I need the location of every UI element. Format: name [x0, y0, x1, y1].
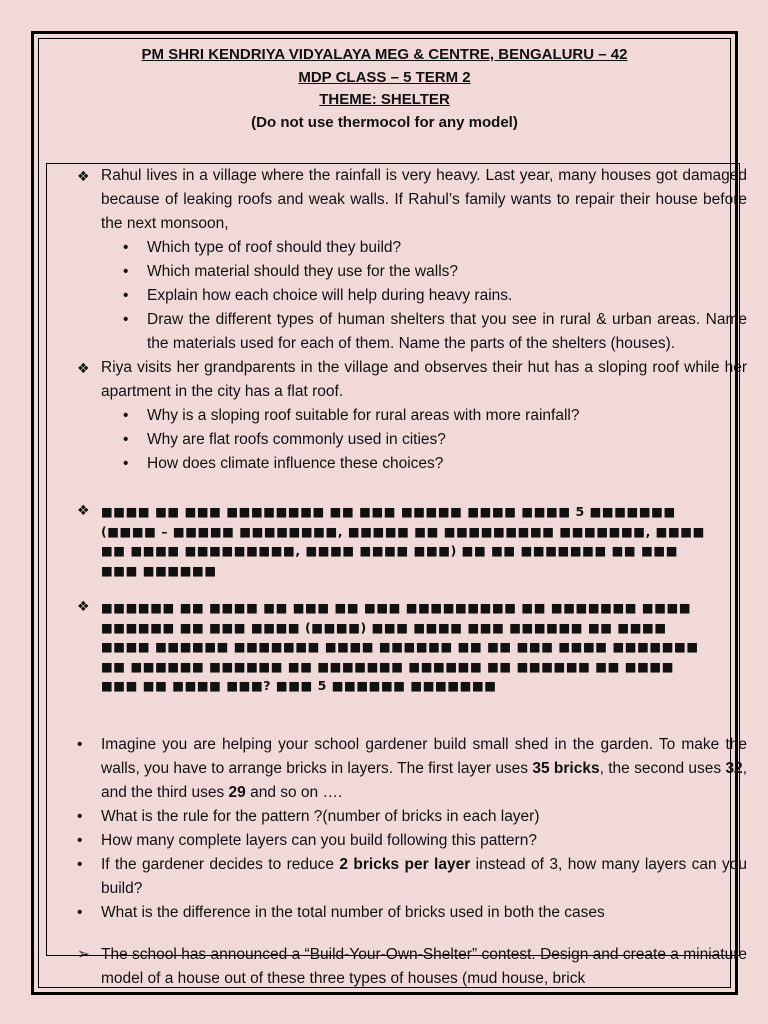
list-item: • If the gardener decides to reduce 2 bricks per layer instead of 3, how many layers can you build?	[47, 853, 747, 901]
document-header	[38, 44, 731, 134]
bullet-icon: •	[123, 263, 129, 280]
question-rahul	[47, 164, 747, 236]
list-item: • How many complete layers can you build following this pattern?	[47, 829, 747, 853]
diamond-bullet-icon: ❖	[77, 360, 90, 376]
list-item: • Explain how each choice will help during heavy rains.	[47, 284, 747, 308]
list-item: • Why is a sloping roof suitable for rural areas with more rainfall?	[47, 404, 747, 428]
question-hindi-2	[47, 598, 747, 696]
theme-title: THEME: SHELTER	[319, 91, 450, 108]
diamond-bullet-icon: ❖	[77, 168, 90, 184]
arrow-bullet-icon: ➢	[77, 945, 90, 963]
bullet-icon: •	[123, 407, 129, 424]
question-hindi-1	[47, 502, 747, 580]
list-item: • Draw the different types of human shelters that you see in rural & urban areas. Name the materials used for each of them. Name the parts of the shelters (houses).	[47, 308, 747, 356]
bullet-icon: •	[123, 311, 129, 328]
list-item: • What is the rule for the pattern ?(number of bricks in each layer)	[47, 805, 747, 829]
question-text: Rahul lives in a village where the rainfall is very heavy. Last year, many houses got damaged because of leaking roofs and weak walls. If Rahul’s family wants to repair their house before the next monsoon,	[101, 167, 747, 232]
bullet-icon: •	[77, 807, 83, 825]
list-item: • Which type of roof should they build?	[47, 236, 747, 260]
bullet-icon: •	[123, 287, 129, 304]
bullet-icon: •	[77, 735, 83, 753]
question-riya	[47, 356, 747, 404]
list-item: • How does climate influence these choices?	[47, 452, 747, 476]
question-text: ■■■■■■ ■■ ■■■■ ■■ ■■■ ■■ ■■■ ■■■■■■■■■ ■■ ■■■■■■■ ■■■■ ■■■■■■ ■■ ■■■ ■■■■ (■■■■) ■■■ ■■■■ ■■■ ■■■■■■ ■■ ■■■■ ■■■■ ■■■■■■ ■■■■■■■ ■■■■ ■■■■■■ ■■ ■■ ■■■ ■■■■ ■■■■■■■ ■■ ■■■■■■ ■■■■■■ ■■ ■■■■■■■ ■■■■■■ ■■ ■■■■■■ ■■ ■■■■ ■■■ ■■ ■■■■ ■■■? ■■■ 5 ■■■■■■ ■■■■■■■	[101, 600, 699, 693]
list-item: • What is the difference in the total number of bricks used in both the cases	[47, 901, 747, 925]
bullet-icon: •	[123, 431, 129, 448]
bullet-icon: •	[123, 239, 129, 256]
question-text: ■■■■ ■■ ■■■ ■■■■■■■■ ■■ ■■■ ■■■■■ ■■■■ ■■■■ 5 ■■■■■■■ (■■■■ – ■■■■■ ■■■■■■■■, ■■■■■ ■■ ■■■■■■■■■ ■■■■■■■, ■■■■ ■■ ■■■■ ■■■■■■■■■, ■■■■ ■■■■ ■■■) ■■ ■■ ■■■■■■■ ■■ ■■■ ■■■ ■■■■■■	[101, 504, 705, 578]
question-contest: ➢ The school has announced a “Build-Your-Own-Shelter” contest. Design and create a miniature model of a house out of these three types of houses (mud house, brick	[47, 943, 747, 991]
school-name: PM SHRI KENDRIYA VIDYALAYA MEG & CENTRE, BENGALURU – 42	[141, 46, 628, 63]
diamond-bullet-icon: ❖	[77, 503, 91, 519]
questions-box	[46, 163, 748, 987]
diamond-bullet-icon: ❖	[77, 599, 91, 615]
questions-content	[47, 164, 747, 991]
bullet-icon: •	[77, 855, 83, 873]
list-item: • Which material should they use for the walls?	[47, 260, 747, 284]
class-term: MDP CLASS – 5 TERM 2	[298, 68, 471, 86]
question-text: Riya visits her grandparents in the village and observes their hut has a sloping roof while her apartment in the city has a flat roof.	[101, 359, 747, 400]
instruction-note: (Do not use thermocol for any model)	[251, 113, 518, 131]
bullet-icon: •	[77, 831, 83, 849]
list-item: • Why are flat roofs commonly used in cities?	[47, 428, 747, 452]
question-bricks: • Imagine you are helping your school gardener build small shed in the garden. To make the walls, you have to arrange bricks in layers. The first layer uses 35 bricks, the second uses 32, and the third uses 29 and so on ….	[47, 733, 747, 805]
bullet-icon: •	[77, 903, 83, 921]
bullet-icon: •	[123, 455, 129, 472]
